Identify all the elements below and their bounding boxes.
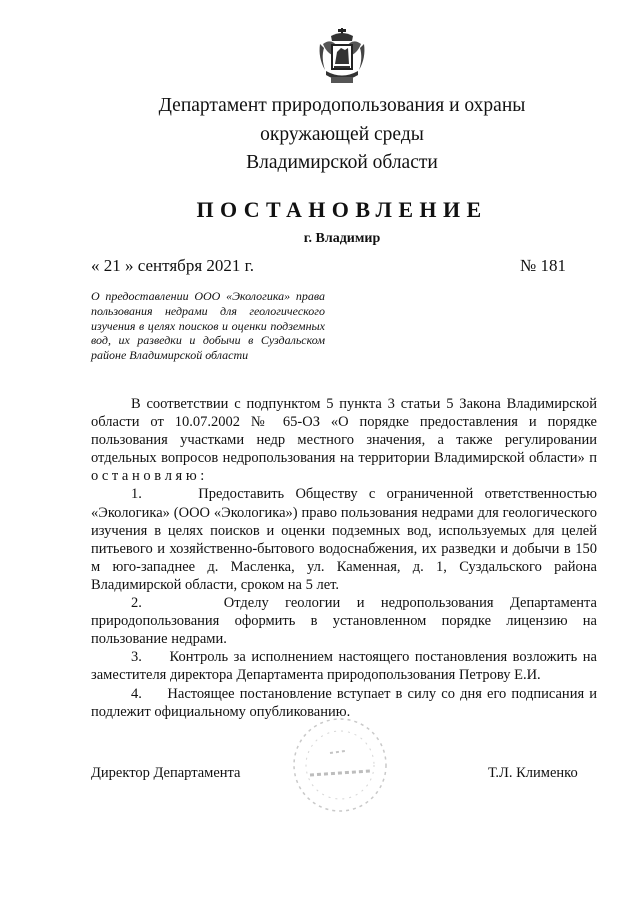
resolution-item-4: 4. Настоящее постановление вступает в силу со дня его подписания и подлежит официальному опубликованию. bbox=[91, 685, 597, 720]
document-body bbox=[91, 395, 597, 721]
document-date: « 21 » сентября 2021 г. bbox=[91, 256, 254, 275]
resolution-item-2: 2. Отделу геологии и недропользования Департамента природопользования оформить в установленном порядке лицензию на пользование недрами. bbox=[91, 595, 597, 648]
document-city: г. Владимир bbox=[303, 231, 381, 246]
resolution-item-3: 3. Контроль за исполнением настоящего постановления возложить на заместителя директора Департамента природопользования Петрову Е.И. bbox=[91, 649, 597, 684]
stamp-icon bbox=[285, 713, 395, 818]
document-title: ПОСТАНОВЛЕНИЕ bbox=[196, 197, 488, 222]
signature-name: Т.Л. Клименко bbox=[488, 765, 578, 781]
department-name-line2: окружающей среды bbox=[260, 124, 424, 145]
resolution-item-1: 1. Предоставить Обществу с ограниченной ответственностью «Экологика» (ООО «Экологика») право пользования недрами для геологического изучения в целях поисков и оценки подземных вод, используемых для целей питьевого и хозяйственно-бытового водоснабжения, их разведки и добычи в 150 м юго-западнее д. Масленка, ул. Каменная, д. 1, Суздальского района Владимирской области, сроком на 5 лет. bbox=[91, 486, 597, 593]
department-name-line1: Департамент природопользования и охраны bbox=[158, 95, 526, 116]
coat-of-arms-icon bbox=[317, 28, 367, 86]
department-name-line3: Владимирской области bbox=[246, 152, 438, 173]
document-number: № 181 bbox=[520, 256, 566, 275]
signature-position: Директор Департамента bbox=[91, 765, 241, 781]
preamble-paragraph: В соответствии с подпунктом 5 пункта 3 статьи 5 Закона Владимирской области от 10.07.2002 № 65-ОЗ «О порядке предоставления и порядке пользования участками недр местного значения, а также регулировании отдельных вопросов недропользования на территории Владимирской области» п о с т а н о в л я ю : bbox=[91, 396, 597, 485]
document-subject: О предоставлении ООО «Экологика» права пользования недрами для геологического изучения в целях поисков и оценки подземных вод, их разведки и добычи в Суздальском районе Владимирской области bbox=[91, 289, 325, 363]
